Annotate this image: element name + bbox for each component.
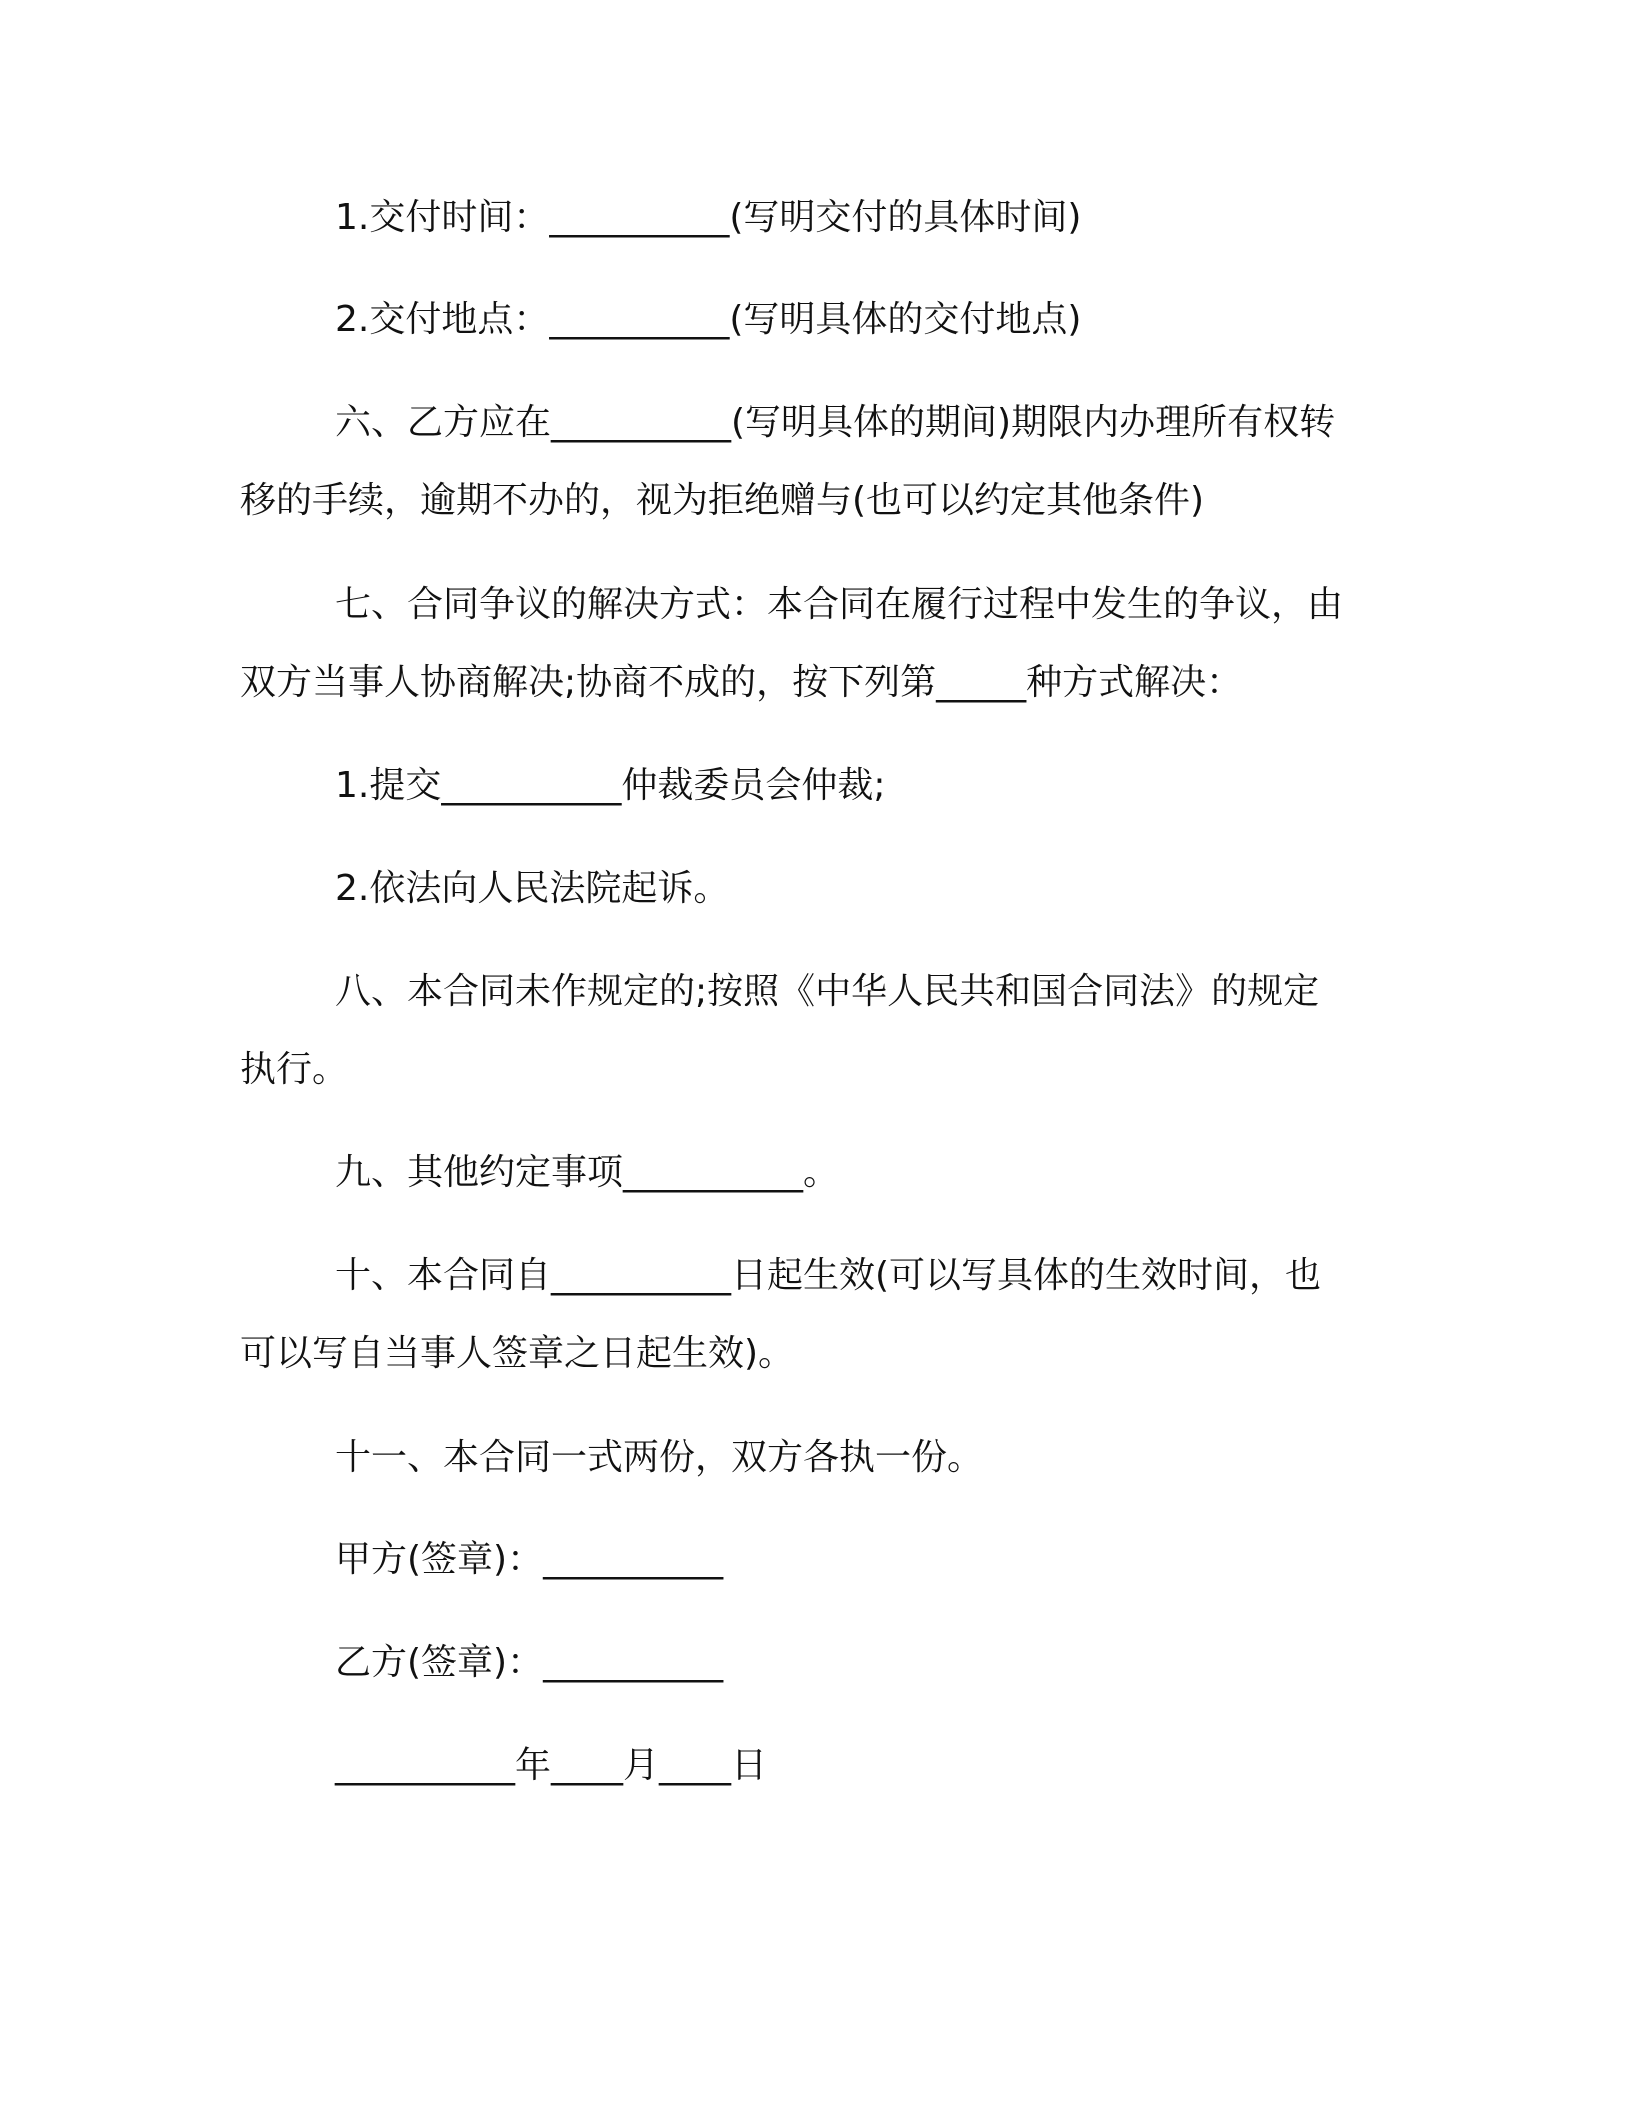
clause-eight-line-1: 八、本合同未作规定的;按照《中华人民共和国合同法》的规定 [335,971,1320,1012]
party-a-signature-line: 甲方(签章)：__________ [335,1539,724,1580]
lawsuit-option-line: 2.依法向人民法院起诉。 [335,868,730,909]
clause-seven-line-2: 双方当事人协商解决;协商不成的，按下列第_____种方式解决： [240,662,1243,703]
clause-seven-line-1: 七、合同争议的解决方式：本合同在履行过程中发生的争议，由 [335,584,1344,625]
party-b-signature-line: 乙方(签章)：__________ [335,1642,724,1683]
clause-nine-line: 九、其他约定事项__________。 [335,1152,840,1193]
date-line: __________年____月____日 [335,1745,767,1786]
clause-eleven-line: 十一、本合同一式两份，双方各执一份。 [335,1437,984,1478]
clause-ten-line-2: 可以写自当事人签章之日起生效)。 [240,1333,795,1374]
clause-ten-line-1: 十、本合同自__________日起生效(可以写具体的生效时间，也 [335,1255,1322,1296]
delivery-time-line: 1.交付时间：__________(写明交付的具体时间) [335,197,1082,238]
clause-eight-line-2: 执行。 [240,1049,349,1090]
clause-six-line-1: 六、乙方应在__________(写明具体的期间)期限内办理所有权转 [335,402,1336,443]
arbitration-option-line: 1.提交__________仲裁委员会仲裁; [335,765,886,806]
delivery-place-line: 2.交付地点：__________(写明具体的交付地点) [335,299,1082,340]
clause-six-line-2: 移的手续，逾期不办的，视为拒绝赠与(也可以约定其他条件) [240,480,1205,521]
